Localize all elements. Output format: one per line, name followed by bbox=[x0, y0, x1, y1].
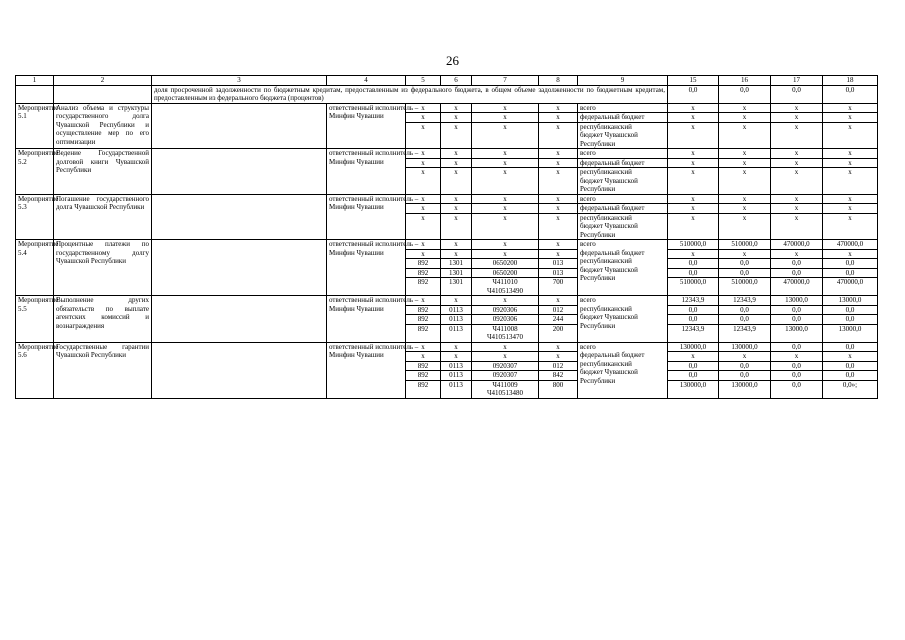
value-cell: 13000,0 bbox=[771, 296, 823, 306]
code-target: x bbox=[472, 204, 539, 214]
value-cell: 12343,9 bbox=[719, 324, 771, 342]
executor-cell: ответственный исполнитель – Минфин Чувашии bbox=[327, 296, 406, 343]
code-target: x bbox=[472, 194, 539, 204]
executor-cell: ответственный исполнитель – Минфин Чувашии bbox=[327, 342, 406, 398]
value-cell: x bbox=[823, 113, 878, 123]
value-cell: x bbox=[668, 149, 719, 159]
value-cell: 130000,0 bbox=[668, 342, 719, 352]
code-grbs: x bbox=[406, 352, 441, 362]
code-grbs: 892 bbox=[406, 268, 441, 278]
value-cell: 0,0 bbox=[771, 342, 823, 352]
code-section: x bbox=[441, 204, 472, 214]
value-cell: x bbox=[823, 194, 878, 204]
empty-cell bbox=[152, 103, 327, 149]
funding-source: всего федеральный бюджет республиканский бюджет Чувашской Республики bbox=[578, 240, 668, 296]
code-target: Ч411009 Ч410513480 bbox=[472, 380, 539, 398]
measure-name: Ведение Государственной долговой книги Чувашской Республики bbox=[54, 149, 152, 195]
value-cell: 0,0 bbox=[719, 315, 771, 325]
code-expense: 842 bbox=[539, 371, 578, 381]
empty-cell bbox=[152, 342, 327, 398]
code-expense: x bbox=[539, 103, 578, 113]
value-cell: x bbox=[719, 149, 771, 159]
value-cell: x bbox=[823, 204, 878, 214]
value-cell: 510000,0 bbox=[668, 278, 719, 296]
code-target: x bbox=[472, 296, 539, 306]
empty-cell bbox=[152, 194, 327, 240]
value-cell: x bbox=[771, 213, 823, 240]
code-expense: x bbox=[539, 352, 578, 362]
code-section: 0113 bbox=[441, 380, 472, 398]
code-target: x bbox=[472, 158, 539, 168]
value-cell: x bbox=[719, 204, 771, 214]
code-target: Ч411010 Ч410513490 bbox=[472, 278, 539, 296]
value-cell: 0,0 bbox=[668, 305, 719, 315]
code-section: x bbox=[441, 213, 472, 240]
code-expense: x bbox=[539, 213, 578, 240]
header-cell: 15 bbox=[668, 76, 719, 86]
code-target: x bbox=[472, 342, 539, 352]
indicator-row bbox=[16, 85, 878, 103]
header-cell: 1 bbox=[16, 76, 54, 86]
code-section: x bbox=[441, 352, 472, 362]
code-section: 0113 bbox=[441, 315, 472, 325]
value-cell: 130000,0 bbox=[719, 342, 771, 352]
code-expense: x bbox=[539, 149, 578, 159]
code-grbs: x bbox=[406, 213, 441, 240]
funding-source: республиканский бюджет Чувашской Республики bbox=[578, 213, 668, 240]
code-expense: x bbox=[539, 194, 578, 204]
code-target: 0920307 bbox=[472, 371, 539, 381]
page-number: 26 bbox=[446, 53, 459, 68]
code-expense: x bbox=[539, 113, 578, 123]
code-target: x bbox=[472, 113, 539, 123]
value-cell: x bbox=[771, 113, 823, 123]
measure-id: Мероприятие 5.4 bbox=[16, 240, 54, 296]
code-expense: x bbox=[539, 240, 578, 250]
header-cell: 9 bbox=[578, 76, 668, 86]
code-section: x bbox=[441, 113, 472, 123]
code-grbs: x bbox=[406, 113, 441, 123]
value-cell: 0,0 bbox=[771, 361, 823, 371]
code-target: 0920306 bbox=[472, 305, 539, 315]
value-cell: 0,0 bbox=[771, 371, 823, 381]
code-grbs: x bbox=[406, 296, 441, 306]
code-grbs: x bbox=[406, 249, 441, 259]
value-cell: x bbox=[823, 213, 878, 240]
measure-name: Погашение государственного долга Чувашской Республики bbox=[54, 194, 152, 240]
code-grbs: 892 bbox=[406, 278, 441, 296]
code-expense: x bbox=[539, 158, 578, 168]
value-cell: x bbox=[719, 103, 771, 113]
value-cell: 0,0 bbox=[719, 259, 771, 269]
code-expense: x bbox=[539, 204, 578, 214]
code-grbs: x bbox=[406, 240, 441, 250]
empty-cell bbox=[16, 85, 54, 103]
value-cell: 12343,9 bbox=[719, 296, 771, 306]
measure-id: Мероприятие 5.6 bbox=[16, 342, 54, 398]
value-cell: x bbox=[668, 103, 719, 113]
code-section: 0113 bbox=[441, 324, 472, 342]
value-cell: x bbox=[719, 122, 771, 149]
code-section: x bbox=[441, 149, 472, 159]
value-cell: x bbox=[823, 122, 878, 149]
measure-name: Выполнение других обязательств по выплате агентских комиссий и вознаграждения bbox=[54, 296, 152, 343]
code-target: 0920306 bbox=[472, 315, 539, 325]
code-section: 1301 bbox=[441, 268, 472, 278]
code-section: 0113 bbox=[441, 305, 472, 315]
measure-name: Анализ объема и структуры государственного долга Чувашской Республики и осуществление мер по его оптимизации bbox=[54, 103, 152, 149]
indicator-value: 0,0 bbox=[771, 85, 823, 103]
code-grbs: x bbox=[406, 194, 441, 204]
value-cell: x bbox=[823, 352, 878, 362]
funding-source: федеральный бюджет bbox=[578, 113, 668, 123]
value-cell: 13000,0 bbox=[823, 324, 878, 342]
indicator-value: 0,0 bbox=[668, 85, 719, 103]
value-cell: x bbox=[668, 204, 719, 214]
measure-name: Процентные платежи по государственному долгу Чувашской Республики bbox=[54, 240, 152, 296]
value-cell: 0,0 bbox=[823, 342, 878, 352]
value-cell: 0,0 bbox=[771, 305, 823, 315]
code-section: x bbox=[441, 122, 472, 149]
value-cell: 0,0 bbox=[719, 305, 771, 315]
measure-id: Мероприятие 5.2 bbox=[16, 149, 54, 195]
value-cell: x bbox=[771, 103, 823, 113]
code-expense: x bbox=[539, 249, 578, 259]
code-section: 1301 bbox=[441, 278, 472, 296]
code-expense: x bbox=[539, 122, 578, 149]
value-cell: 0,0»; bbox=[823, 380, 878, 398]
code-expense: 013 bbox=[539, 268, 578, 278]
code-expense: 800 bbox=[539, 380, 578, 398]
code-expense: x bbox=[539, 342, 578, 352]
code-target: x bbox=[472, 352, 539, 362]
value-cell: 470000,0 bbox=[771, 278, 823, 296]
funding-source: федеральный бюджет bbox=[578, 204, 668, 214]
header-row bbox=[16, 76, 878, 86]
funding-source: всего bbox=[578, 194, 668, 204]
table-row bbox=[16, 149, 878, 159]
value-cell: 0,0 bbox=[719, 371, 771, 381]
code-section: x bbox=[441, 194, 472, 204]
code-section: x bbox=[441, 240, 472, 250]
empty-cell bbox=[152, 149, 327, 195]
header-cell: 5 bbox=[406, 76, 441, 86]
executor-cell: ответственный исполнитель – Минфин Чувашии bbox=[327, 240, 406, 296]
code-grbs: x bbox=[406, 158, 441, 168]
value-cell: 0,0 bbox=[719, 361, 771, 371]
code-expense: 013 bbox=[539, 259, 578, 269]
value-cell: x bbox=[719, 158, 771, 168]
code-grbs: x bbox=[406, 204, 441, 214]
table-row bbox=[16, 342, 878, 352]
code-section: x bbox=[441, 103, 472, 113]
funding-source: республиканский бюджет Чувашской Республики bbox=[578, 122, 668, 149]
measure-id: Мероприятие 5.1 bbox=[16, 103, 54, 149]
value-cell: x bbox=[823, 149, 878, 159]
header-cell: 3 bbox=[152, 76, 327, 86]
code-grbs: x bbox=[406, 342, 441, 352]
indicator-value: 0,0 bbox=[823, 85, 878, 103]
value-cell: x bbox=[771, 352, 823, 362]
code-grbs: x bbox=[406, 103, 441, 113]
value-cell: 0,0 bbox=[771, 268, 823, 278]
value-cell: x bbox=[668, 168, 719, 195]
measure-id: Мероприятие 5.3 bbox=[16, 194, 54, 240]
code-section: 0113 bbox=[441, 371, 472, 381]
value-cell: 0,0 bbox=[771, 259, 823, 269]
value-cell: x bbox=[771, 122, 823, 149]
executor-cell: ответственный исполнитель – Минфин Чувашии bbox=[327, 103, 406, 149]
value-cell: 0,0 bbox=[823, 371, 878, 381]
code-expense: 012 bbox=[539, 361, 578, 371]
value-cell: x bbox=[719, 249, 771, 259]
header-cell: 4 bbox=[327, 76, 406, 86]
indicator-text: доля просроченной задолженности по бюджетным кредитам, предоставленным из федерального бюджета, в общем объеме задолженности по бюджетным кредитам, предоставленным из федерального бюджета (процентов) bbox=[152, 85, 668, 103]
code-grbs: 892 bbox=[406, 371, 441, 381]
code-target: 0920307 bbox=[472, 361, 539, 371]
value-cell: x bbox=[823, 103, 878, 113]
empty-cell bbox=[152, 240, 327, 296]
code-section: x bbox=[441, 249, 472, 259]
table-body bbox=[16, 76, 878, 399]
value-cell: x bbox=[771, 149, 823, 159]
value-cell: x bbox=[719, 168, 771, 195]
value-cell: 13000,0 bbox=[823, 296, 878, 306]
code-target: x bbox=[472, 249, 539, 259]
header-cell: 2 bbox=[54, 76, 152, 86]
value-cell: x bbox=[719, 213, 771, 240]
code-grbs: 892 bbox=[406, 380, 441, 398]
code-grbs: 892 bbox=[406, 315, 441, 325]
value-cell: x bbox=[668, 122, 719, 149]
code-target: Ч411008 Ч410513470 bbox=[472, 324, 539, 342]
value-cell: 13000,0 bbox=[771, 324, 823, 342]
code-expense: 012 bbox=[539, 305, 578, 315]
code-target: x bbox=[472, 103, 539, 113]
code-expense: x bbox=[539, 296, 578, 306]
code-target: 0650200 bbox=[472, 268, 539, 278]
funding-source: республиканский бюджет Чувашской Республики bbox=[578, 168, 668, 195]
value-cell: x bbox=[668, 249, 719, 259]
code-target: x bbox=[472, 240, 539, 250]
value-cell: 130000,0 bbox=[719, 380, 771, 398]
code-target: x bbox=[472, 213, 539, 240]
value-cell: 0,0 bbox=[668, 268, 719, 278]
code-section: x bbox=[441, 168, 472, 195]
value-cell: x bbox=[771, 204, 823, 214]
code-section: 1301 bbox=[441, 259, 472, 269]
funding-source: всего федеральный бюджет республиканский бюджет Чувашской Республики bbox=[578, 342, 668, 398]
empty-cell bbox=[54, 85, 152, 103]
table-row bbox=[16, 103, 878, 113]
value-cell: x bbox=[719, 113, 771, 123]
code-grbs: 892 bbox=[406, 259, 441, 269]
code-grbs: 892 bbox=[406, 305, 441, 315]
value-cell: x bbox=[771, 194, 823, 204]
value-cell: 470000,0 bbox=[823, 240, 878, 250]
funding-source: всего республиканский бюджет Чувашской Республики bbox=[578, 296, 668, 343]
measure-name: Государственные гарантии Чувашской Республики bbox=[54, 342, 152, 398]
header-cell: 17 bbox=[771, 76, 823, 86]
value-cell: 12343,9 bbox=[668, 296, 719, 306]
value-cell: x bbox=[823, 249, 878, 259]
value-cell: x bbox=[771, 249, 823, 259]
value-cell: 12343,9 bbox=[668, 324, 719, 342]
header-cell: 7 bbox=[472, 76, 539, 86]
value-cell: 0,0 bbox=[823, 361, 878, 371]
value-cell: x bbox=[719, 352, 771, 362]
value-cell: x bbox=[771, 158, 823, 168]
table-row bbox=[16, 240, 878, 250]
code-section: 0113 bbox=[441, 361, 472, 371]
value-cell: 470000,0 bbox=[771, 240, 823, 250]
header-cell: 18 bbox=[823, 76, 878, 86]
code-expense: x bbox=[539, 168, 578, 195]
executor-cell: ответственный исполнитель – Минфин Чувашии bbox=[327, 149, 406, 195]
code-expense: 700 bbox=[539, 278, 578, 296]
code-target: x bbox=[472, 168, 539, 195]
funding-source: всего bbox=[578, 103, 668, 113]
code-target: x bbox=[472, 149, 539, 159]
code-target: x bbox=[472, 122, 539, 149]
value-cell: x bbox=[668, 113, 719, 123]
value-cell: 0,0 bbox=[668, 315, 719, 325]
measure-id: Мероприятие 5.5 bbox=[16, 296, 54, 343]
header-cell: 8 bbox=[539, 76, 578, 86]
value-cell: 0,0 bbox=[771, 315, 823, 325]
value-cell: x bbox=[668, 213, 719, 240]
executor-cell: ответственный исполнитель – Минфин Чувашии bbox=[327, 194, 406, 240]
value-cell: 0,0 bbox=[823, 268, 878, 278]
table-row bbox=[16, 296, 878, 306]
code-target: 0650200 bbox=[472, 259, 539, 269]
funding-source: всего bbox=[578, 149, 668, 159]
code-section: x bbox=[441, 158, 472, 168]
value-cell: 510000,0 bbox=[719, 278, 771, 296]
value-cell: 510000,0 bbox=[719, 240, 771, 250]
value-cell: 0,0 bbox=[668, 361, 719, 371]
value-cell: 0,0 bbox=[771, 380, 823, 398]
value-cell: x bbox=[668, 194, 719, 204]
code-grbs: x bbox=[406, 149, 441, 159]
code-grbs: 892 bbox=[406, 361, 441, 371]
value-cell: 0,0 bbox=[668, 259, 719, 269]
value-cell: 0,0 bbox=[823, 259, 878, 269]
value-cell: x bbox=[771, 168, 823, 195]
header-cell: 6 bbox=[441, 76, 472, 86]
value-cell: 0,0 bbox=[823, 315, 878, 325]
program-table bbox=[15, 75, 878, 399]
table-row bbox=[16, 194, 878, 204]
code-section: x bbox=[441, 296, 472, 306]
value-cell: 130000,0 bbox=[668, 380, 719, 398]
code-section: x bbox=[441, 342, 472, 352]
value-cell: 510000,0 bbox=[668, 240, 719, 250]
value-cell: x bbox=[668, 158, 719, 168]
code-expense: 200 bbox=[539, 324, 578, 342]
code-grbs: 892 bbox=[406, 324, 441, 342]
value-cell: 0,0 bbox=[719, 268, 771, 278]
value-cell: x bbox=[668, 352, 719, 362]
header-cell: 16 bbox=[719, 76, 771, 86]
code-expense: 244 bbox=[539, 315, 578, 325]
value-cell: x bbox=[823, 158, 878, 168]
indicator-value: 0,0 bbox=[719, 85, 771, 103]
value-cell: 0,0 bbox=[668, 371, 719, 381]
code-grbs: x bbox=[406, 122, 441, 149]
value-cell: x bbox=[823, 168, 878, 195]
value-cell: x bbox=[719, 194, 771, 204]
value-cell: 470000,0 bbox=[823, 278, 878, 296]
empty-cell bbox=[152, 296, 327, 343]
funding-source: федеральный бюджет bbox=[578, 158, 668, 168]
value-cell: 0,0 bbox=[823, 305, 878, 315]
code-grbs: x bbox=[406, 168, 441, 195]
